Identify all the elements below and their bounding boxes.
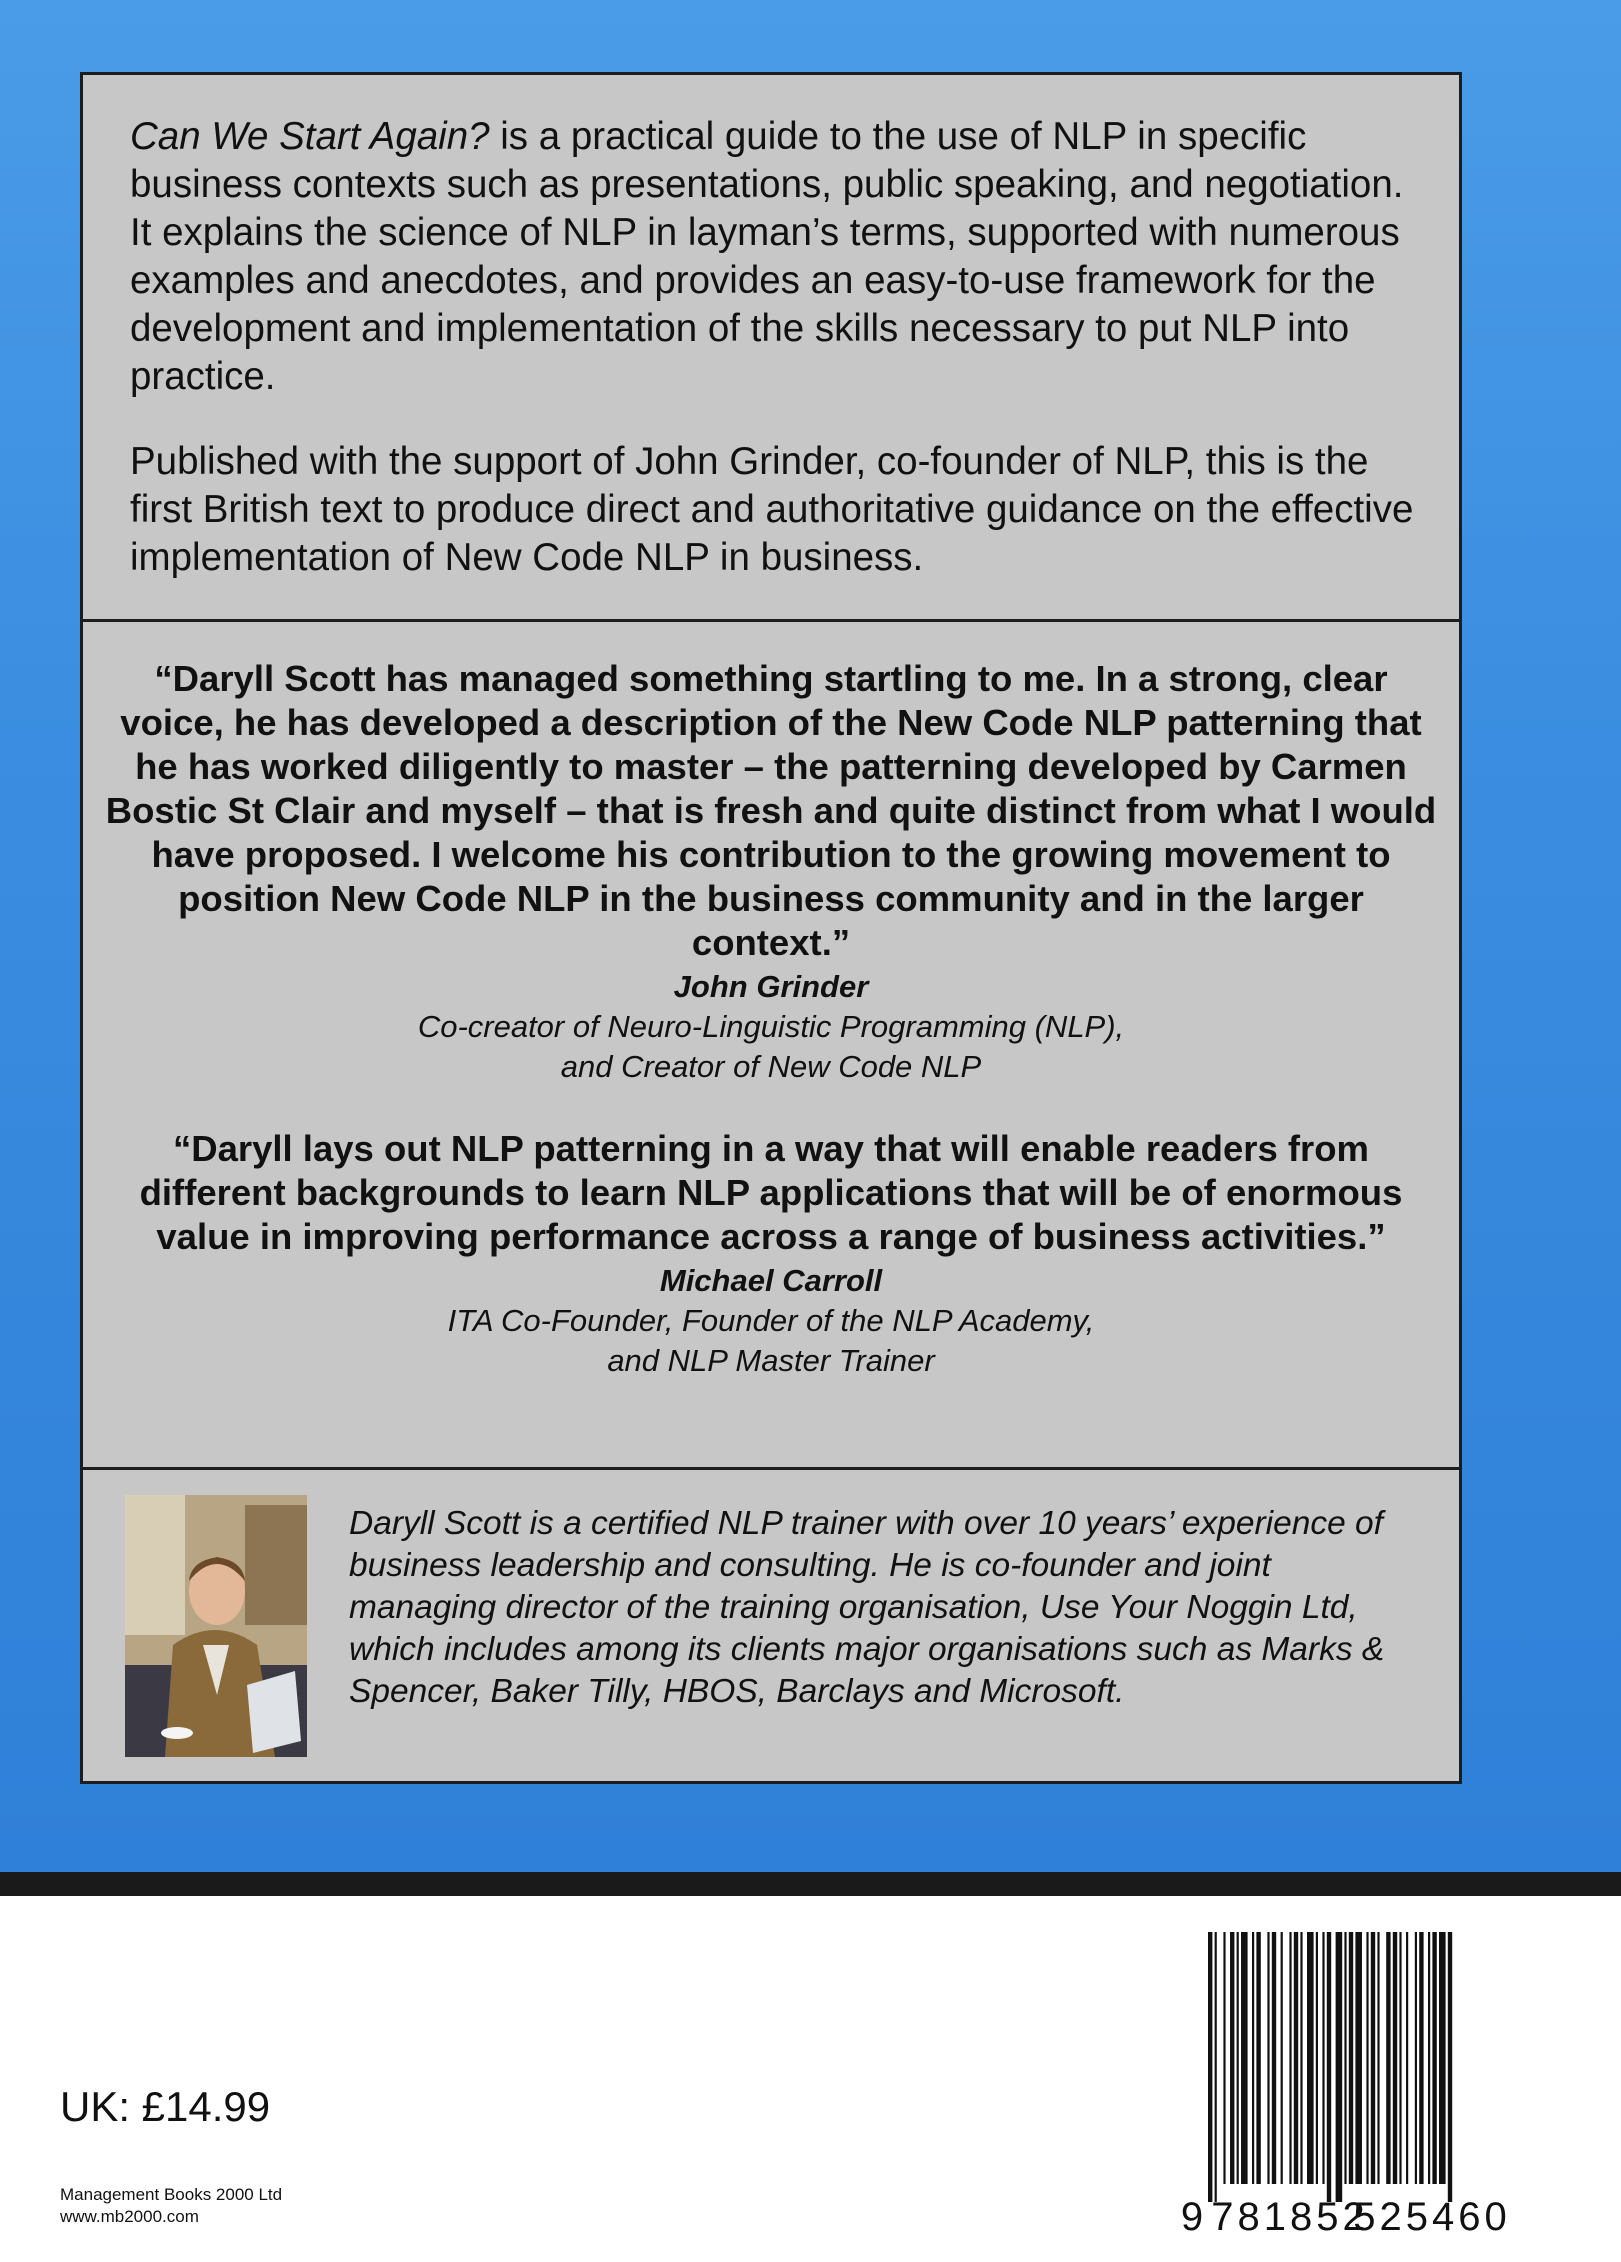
- barcode-bars: [1208, 1932, 1452, 2202]
- barcode-bar: [1448, 1932, 1452, 2202]
- barcode-bar: [1327, 1932, 1331, 2202]
- endorsement-author-role: Co-creator of Neuro-Linguistic Programming (NLP),: [417, 1009, 1125, 1044]
- barcode-bar: [1289, 1932, 1291, 2184]
- description-paragraph-1: [130, 113, 1430, 401]
- barcode-bar: [1428, 1932, 1430, 2184]
- barcode-bar: [1223, 1932, 1225, 2184]
- barcode-bar: [1349, 1932, 1353, 2184]
- barcode-bar: [1371, 1932, 1375, 2184]
- description-paragraph-2: Published with the support of John Grinder, co-founder of NLP, this is the first British text to produce direct and authoritative guidance on the effective implementation of New Code NLP in business.: [130, 440, 1414, 579]
- endorsement-grinder: [103, 657, 1439, 1087]
- divider-bottom: [83, 1467, 1459, 1470]
- barcode-bar: [1355, 1932, 1362, 2184]
- barcode-bar: [1241, 1932, 1248, 2184]
- barcode-bar: [1307, 1932, 1314, 2184]
- barcode-bar: [1336, 1932, 1343, 2202]
- barcode-bar: [1377, 1932, 1379, 2184]
- back-cover-panel: [80, 72, 1462, 1784]
- endorsement-author: Michael Carroll: [659, 1263, 883, 1298]
- author-bio: Daryll Scott is a certified NLP trainer with over 10 years’ experience of business leadership and consulting. He is co-founder and joint managing director of the training organisation, Use Your Noggin Ltd, which includes among its clients major organisations such as Marks & Spencer, Baker Tilly, HBOS, Barclays and Microsoft.: [349, 1505, 1385, 1710]
- endorsement-carroll: [103, 1127, 1439, 1381]
- barcode-bar: [1322, 1932, 1324, 2184]
- barcode-bar: [1415, 1932, 1417, 2184]
- barcode-bar: [1267, 1932, 1269, 2184]
- barcode-bar: [1300, 1932, 1302, 2184]
- publisher-name: Management Books 2000 Ltd: [60, 2185, 283, 2204]
- barcode-first-digit: 9: [1180, 2195, 1204, 2239]
- barcode-bar: [1419, 1932, 1423, 2184]
- barcode-bar: [1366, 1932, 1368, 2184]
- divider-top: [83, 619, 1459, 622]
- barcode-bar: [1215, 1932, 1217, 2202]
- barcode-bar: [1281, 1932, 1283, 2184]
- barcode-digits-left: 781852: [1211, 2195, 1369, 2239]
- endorsement-author-role: and Creator of New Code NLP: [560, 1049, 982, 1084]
- endorsement-author-role: ITA Co-Founder, Founder of the NLP Academy,: [447, 1303, 1095, 1338]
- barcode-bar: [1393, 1932, 1397, 2184]
- author-photo-illustration: [125, 1495, 307, 1757]
- endorsement-author: John Grinder: [673, 969, 869, 1004]
- barcode-bar: [1386, 1932, 1390, 2184]
- barcode-bar: [1208, 1932, 1212, 2202]
- barcode-bar: [1344, 1932, 1346, 2184]
- book-title: Can We Start Again?: [130, 115, 490, 158]
- barcode-bar: [1406, 1932, 1408, 2184]
- endorsement-quote: “Daryll lays out NLP patterning in a way that will enable readers from different backgrounds to learn NLP applications that will be of enormous value in improving performance across a range of business activities.”: [139, 1128, 1403, 1257]
- publisher-url: www.mb2000.com: [60, 2207, 199, 2226]
- barcode-bar: [1399, 1932, 1401, 2184]
- barcode-digits-right: 525460: [1353, 2195, 1511, 2239]
- barcode-bar: [1256, 1932, 1260, 2184]
- barcode-graphic: [1178, 1924, 1522, 2240]
- cover-bottom-band: [0, 1872, 1621, 1896]
- publisher-info: [60, 2184, 282, 2228]
- barcode-bar: [1316, 1932, 1318, 2184]
- barcode-bar: [1237, 1932, 1239, 2184]
- barcode-bar: [1294, 1932, 1298, 2184]
- author-photo: [125, 1495, 307, 1757]
- isbn-barcode: [1178, 1924, 1522, 2240]
- barcode-bar: [1439, 1932, 1446, 2184]
- barcode-bar: [1432, 1932, 1436, 2184]
- price: UK: £14.99: [60, 2083, 271, 2130]
- endorsement-quote: “Daryll Scott has managed something startling to me. In a strong, clear voice, he has developed a description of the New Code NLP patterning that he has worked diligently to master – the patterning developed by Carmen Bostic St Clair and myself – that is fresh and quite distinct from what I would have proposed. I welcome his contribution to the growing movement to position New Code NLP in the business community and in the larger context.”: [105, 658, 1437, 963]
- barcode-bar: [1252, 1932, 1254, 2184]
- endorsement-author-role: and NLP Master Trainer: [607, 1343, 935, 1378]
- description-paragraph-1-text: is a practical guide to the use of NLP in specific business contexts such as presentations, public speaking, and negotiation. It explains the science of NLP in layman’s terms, supported with numerous examples and anecdotes, and provides an easy-to-use framework for the development and implementation of the skills necessary to put NLP into practice.: [130, 115, 1404, 398]
- barcode-bar: [1230, 1932, 1234, 2184]
- barcode-bar: [1272, 1932, 1276, 2184]
- book-description: [130, 113, 1430, 619]
